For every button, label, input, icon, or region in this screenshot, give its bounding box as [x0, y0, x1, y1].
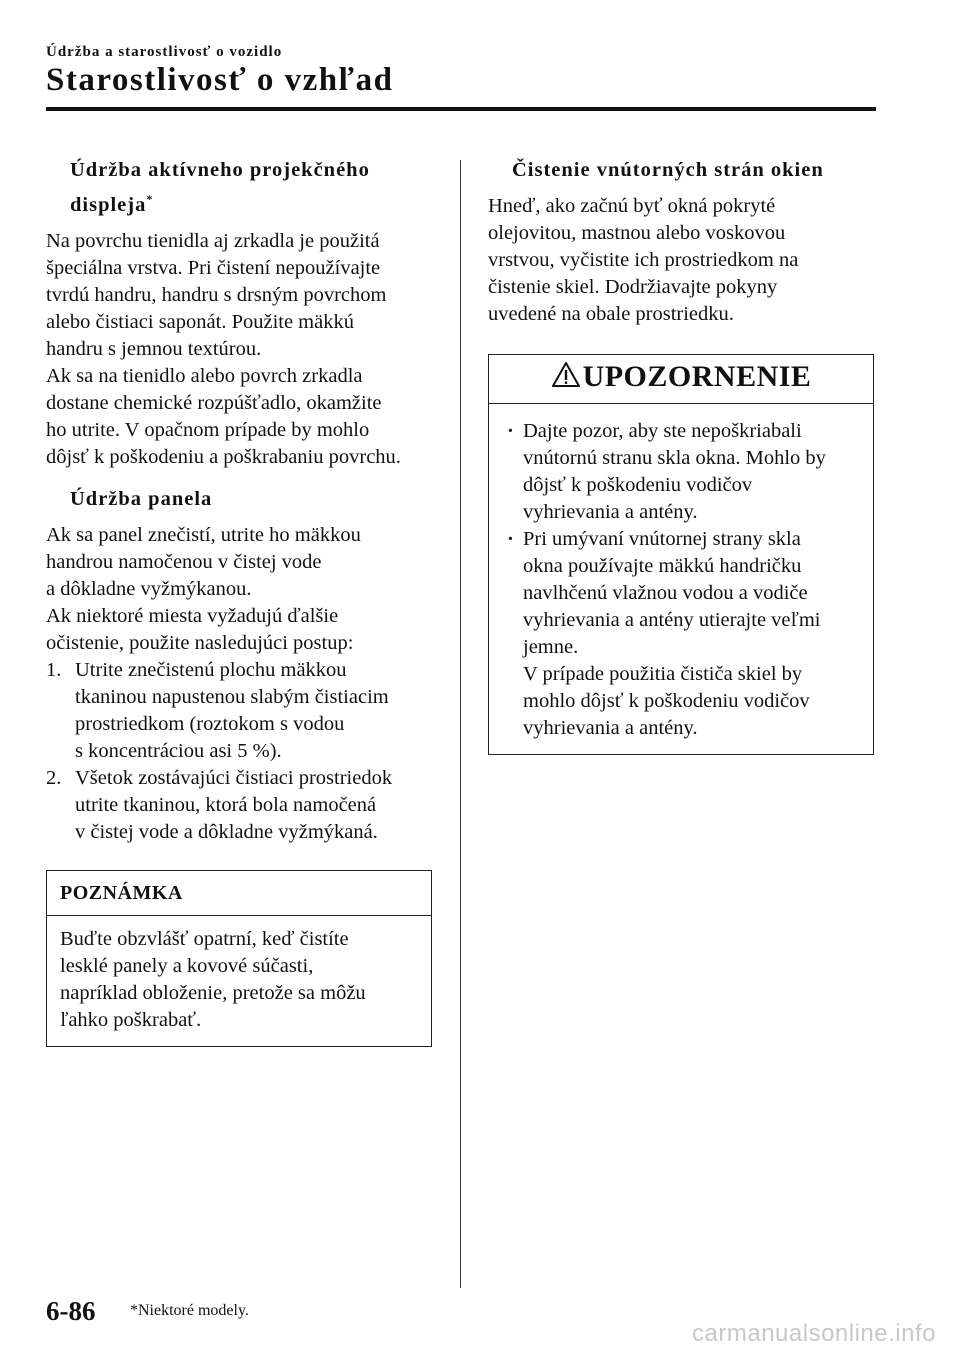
- section-title-hud: [46, 156, 434, 220]
- step-number: 1.: [46, 658, 62, 681]
- text-line: Ak niektoré miesta vyžadujú ďalšie: [46, 604, 339, 627]
- section-title-windows: Čistenie vnútorných strán okien: [512, 159, 824, 181]
- warning-list: [507, 418, 859, 742]
- text-line: Na povrchu tienidla aj zrkadla je použitá: [46, 229, 380, 252]
- text-line: vrstvou, vyčistite ich prostriedkom na: [488, 249, 799, 271]
- text-line: dôjsť k poškodeniu a poškrabaniu povrchu.: [46, 445, 401, 468]
- bullet-mark: ·: [507, 528, 514, 550]
- left-column: [46, 156, 434, 1047]
- text-line: Všetok zostávajúci čistiaci prostriedok: [75, 766, 393, 789]
- warning-body: [489, 404, 873, 754]
- text-line: ľahko poškrabať.: [60, 1008, 202, 1031]
- text-line: olejovitou, mastnou alebo voskovou: [488, 222, 786, 244]
- text-line: dôjsť k poškodeniu vodičov: [523, 474, 753, 496]
- right-column: [488, 156, 876, 755]
- page-number: 6-86: [46, 1296, 96, 1326]
- text-line: prostriedkom (roztokom s vodou: [75, 712, 345, 735]
- warning-box: [488, 354, 874, 755]
- text-line: dostane chemické rozpúšťadlo, okamžite: [46, 391, 382, 414]
- steps-list: [46, 657, 434, 846]
- text-line: jemne.: [523, 636, 579, 658]
- section-title-hud-line2: displeja: [70, 193, 147, 216]
- text-line: lesklé panely a kovové súčasti,: [60, 954, 314, 977]
- panel-paragraph: [46, 522, 434, 657]
- text-line: utrite tkaninou, ktorá bola namočená: [75, 793, 377, 816]
- text-line: Buďte obzvlášť opatrní, keď čistíte: [60, 927, 349, 950]
- text-line: vyhrievania a antény.: [523, 501, 698, 523]
- text-line: mohlo dôjsť k poškodeniu vodičov: [523, 690, 810, 712]
- text-line: vyhrievania a antény utierajte veľmi: [523, 609, 821, 631]
- text-line: okna používajte mäkkú handričku: [523, 555, 802, 577]
- step-item: [46, 657, 434, 765]
- text-line: v čistej vode a dôkladne vyžmýkaná.: [75, 820, 378, 843]
- text-line: Dajte pozor, aby ste nepoškriabali: [523, 420, 802, 442]
- step-number: 2.: [46, 766, 62, 789]
- breadcrumb: Údržba a starostlivosť o vozidlo: [46, 44, 283, 60]
- bullet-mark: ·: [507, 420, 514, 442]
- text-line: čistenie skiel. Dodržiavajte pokyny: [488, 276, 778, 298]
- text-line: alebo čistiaci saponát. Použite mäkkú: [46, 310, 354, 333]
- text-line: V prípade použitia čističa skiel by: [523, 663, 803, 685]
- text-line: ho utrite. V opačnom prípade by mohlo: [46, 418, 370, 441]
- text-line: špeciálna vrstva. Pri čistení nepoužívajte: [46, 256, 381, 279]
- text-line: Ak sa panel znečistí, utrite ho mäkkou: [46, 523, 361, 546]
- warning-item: [507, 526, 859, 742]
- watermark: carmanualsonline.info: [692, 1320, 936, 1347]
- text-line: Hneď, ako začnú byť okná pokryté: [488, 195, 776, 217]
- hud-paragraph: [46, 228, 434, 471]
- windows-paragraph: [488, 193, 876, 328]
- note-label: POZNÁMKA: [47, 871, 431, 916]
- text-line: vnútornú stranu skla okna. Mohlo by: [523, 447, 826, 469]
- step-item: [46, 765, 434, 846]
- text-line: tkaninou napustenou slabým čistiacim: [75, 685, 389, 708]
- column-divider: [460, 160, 461, 1288]
- note-box: [46, 870, 432, 1047]
- text-line: tvrdú handru, handru s drsným povrchom: [46, 283, 387, 306]
- text-line: navlhčenú vlažnou vodou a vodiče: [523, 582, 808, 604]
- section-title-hud-line1: Údržba aktívneho projekčného: [70, 159, 370, 181]
- section-title-panel: Údržba panela: [70, 487, 213, 510]
- text-line: a dôkladne vyžmýkanou.: [46, 577, 252, 600]
- text-line: Utrite znečistenú plochu mäkkou: [75, 658, 347, 681]
- warning-header: [489, 355, 873, 404]
- footnote: *Niektoré modely.: [130, 1302, 249, 1319]
- asterisk-mark: *: [146, 192, 154, 206]
- text-line: uvedené na obale prostriedku.: [488, 303, 734, 325]
- text-line: handru s jemnou textúrou.: [46, 337, 262, 360]
- text-line: Ak sa na tienidlo alebo povrch zrkadla: [46, 364, 363, 387]
- title-rule: [46, 107, 876, 111]
- warning-label: UPOZORNENIE: [582, 360, 812, 393]
- text-line: vyhrievania a antény.: [523, 717, 698, 739]
- warning-item: [507, 418, 859, 526]
- note-body: [47, 916, 431, 1046]
- warning-triangle-icon: [551, 361, 581, 388]
- page-title: Starostlivosť o vzhľad: [46, 62, 394, 98]
- text-line: napríklad obloženie, pretože sa môžu: [60, 981, 366, 1004]
- text-line: s koncentráciou asi 5 %).: [75, 739, 282, 762]
- text-line: handrou namočenou v čistej vode: [46, 550, 322, 573]
- text-line: Pri umývaní vnútornej strany skla: [523, 528, 801, 550]
- text-line: očistenie, použite nasledujúci postup:: [46, 631, 354, 654]
